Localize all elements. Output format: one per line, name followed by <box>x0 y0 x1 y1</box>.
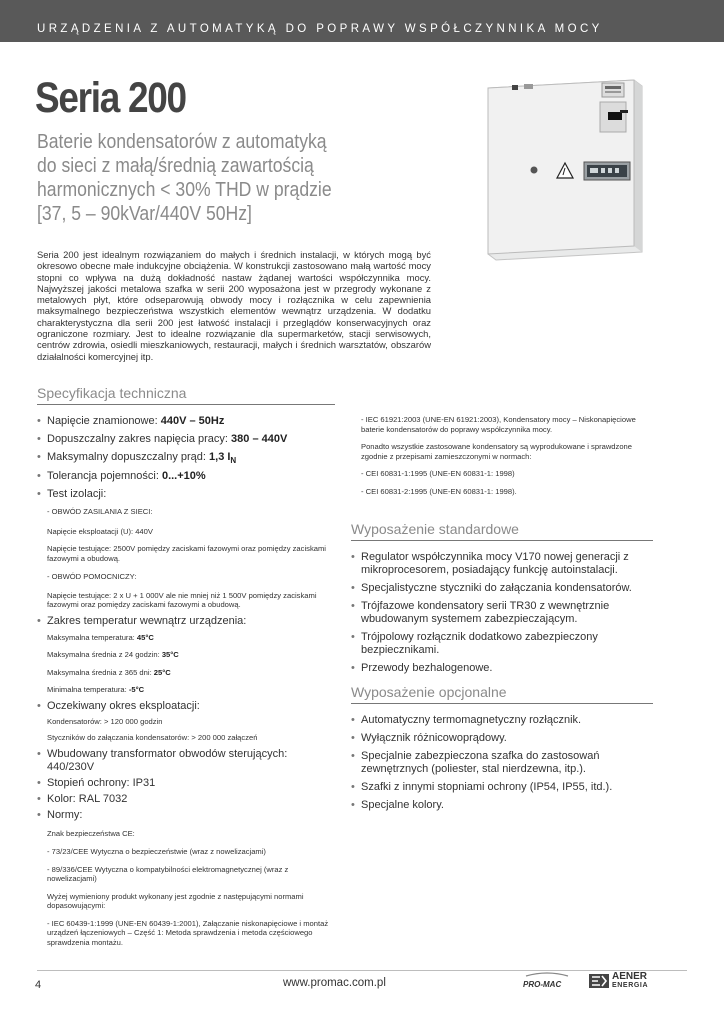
spec-cei-1: - CEI 60831-1:1995 (UNE-EN 60831-1: 1998) <box>361 469 515 478</box>
list-item: • Specjalne kolory. <box>351 799 653 812</box>
optional-equipment-heading: Wyposażenie opcjonalne <box>351 684 507 700</box>
list-item: • Trójpolowy rozłącznik dodatkowo zabezpieczony bezpiecznikami. <box>351 631 653 657</box>
promac-logo <box>520 972 574 994</box>
optional-equipment-list <box>351 714 653 812</box>
product-subtitle <box>37 130 354 226</box>
spec-voltage-range: • Dopuszczalny zakres napięcia pracy: 380 – 440V <box>37 433 335 446</box>
spec-aux-circuit: - OBWÓD POMOCNICZY: <box>47 572 137 582</box>
list-item: • Wyłącznik różnicowoprądowy. <box>351 732 653 745</box>
capacitor-cabinet-image <box>474 74 664 264</box>
list-item: • Specjalistyczne styczniki do załączania kondensatorów. <box>351 582 653 595</box>
spec-current: • Maksymalny dopuszczalny prąd: 1,3 $I_N$ <box>37 451 335 467</box>
optional-equipment-divider <box>351 703 653 704</box>
product-description: Seria 200 jest idealnym rozwiązaniem do małych i średnich instalacji, w których mogą być okresowo obecne małe indukcyjne obciążenia. W konstrukcji zastosowano małą wartość mocy stopni co wpływa na dużą dokładność nastaw żądanej wartości współczynnika mocy. Najwyższej jakości metalowa szafka w serii 200 wyposażona jest w przegrody wykonane z metalowych płyt, które odseparowują obwody mocy i rozłącznika w celu zapewnienia maksymalnego bezpieczeństwa wszystkich elementów wewnątrz urządzenia. W dodatku charakterystyczna dla serii 200 jest łatwość instalacji i przeglądów konserwacyjnych oraz ograniczone rozmiary. Jest to idealne rozwiązanie dla supermarketów, stacji serwisowych, centrów zdrowia, osiedli mieszkaniowych, restauracji, małych i średnich warsztatów, obszarów działalności komercyjnej itp. <box>37 249 431 362</box>
spec-test-voltage-2: Napięcie testujące: 2 x U + 1 000V ale nie mniej niż 1 500V pomiędzy zaciskami fazowymi oraz pomiędzy zaciskami fazowymi a obudową. <box>47 590 317 610</box>
spec-lifetime-capacitors: Kondensatorów: > 120 000 godzin <box>47 716 163 726</box>
spec-directive-1: - 73/23/CEE Wytyczna o bezpieczeństwie (wraz z nowelizacjami) <box>47 847 266 857</box>
spec-iec-61921: - IEC 61921:2003 (UNE-EN 61921:2003), Kondensatory mocy – Niskonapięciowe baterie kondensatorów do poprawy współczynnika mocy. <box>361 415 636 434</box>
spec-ce-mark: Znak bezpieczeństwa CE: <box>47 828 135 838</box>
spec-max-temp: Maksymalna temperatura: 45°C <box>47 632 154 642</box>
list-item: • Przewody bezhalogenowe. <box>351 662 653 675</box>
spec-avg365: Maksymalna średnia z 365 dni: 25°C <box>47 667 171 677</box>
subtitle-line: harmonicznych < 30% THD w prądzie <box>37 179 332 201</box>
spec-directive-2: - 89/336/CEE Wytyczna o kompatybilności elektromagnetycznej (wraz z nowelizacjami) <box>47 864 289 884</box>
spec-transformer: • Wbudowany transformator obwodów sterujących: 440/230V <box>37 748 297 774</box>
list-item: • Trójfazowe kondensatory serii TR30 z wewnętrznie wbudowanym systemem zabezpieczającym. <box>351 600 653 626</box>
list-item: • Regulator współczynnika mocy V170 nowej generacji z mikroprocesorem, posiadający funkcję autoinstalacji. <box>351 551 653 577</box>
spec-min-temp: Minimalna temperatura: -5°C <box>47 685 145 695</box>
standard-equipment-heading: Wyposażenie standardowe <box>351 521 519 537</box>
spec-capacitors-note: Ponadto wszystkie zastosowane kondensatory są wyprodukowane i sprawdzone zgodnie z przepisami zamieszczonymi w normach: <box>361 442 632 461</box>
spec-column-continued <box>351 415 651 496</box>
spec-column <box>37 415 335 947</box>
svg-text:PRO-MAC: PRO-MAC <box>523 980 562 989</box>
spec-norms: • Normy: <box>37 809 335 822</box>
list-item: • Szafki z innymi stopniami ochrony (IP54, IP55, itd.). <box>351 781 653 794</box>
header-bar <box>0 0 724 42</box>
category-title: URZĄDZENIA Z AUTOMATYKĄ DO POPRAWY WSPÓŁCZYNNIKA MOCY <box>37 23 603 35</box>
list-item: • Specjalnie zabezpieczona szafka do zastosowań zewnętrznych (poliester, stal nierdzewna, itp.). <box>351 750 653 776</box>
spec-operating-voltage: Napięcie eksploatacji (U): 440V <box>47 526 153 536</box>
spec-temp-range: • Zakres temperatur wewnątrz urządzenia: <box>37 615 335 628</box>
spec-voltage: • Napięcie znamionowe: 440V – 50Hz <box>37 415 335 428</box>
subtitle-line: Baterie kondensatorów z automatyką <box>37 131 327 153</box>
spec-supply-circuit: - OBWÓD ZASILANIA Z SIECI: <box>47 507 153 517</box>
website-link[interactable]: www.promac.com.pl <box>283 977 386 989</box>
spec-lifetime-contactors: Styczników do załączania kondensatorów: > 200 000 załączeń <box>47 733 258 743</box>
spec-color: • Kolor: RAL 7032 <box>37 793 335 806</box>
spec-tolerance: • Tolerancja pojemności: 0...+10% <box>37 470 335 483</box>
spec-protection: • Stopień ochrony: IP31 <box>37 777 335 790</box>
spec-heading: Specyfikacja techniczna <box>37 385 187 401</box>
spec-test-voltage-1: Napięcie testujące: 2500V pomiędzy zaciskami fazowymi oraz pomiędzy zaciskami fazowymi a obudową. <box>47 544 326 563</box>
list-item: • Automatyczny termomagnetyczny rozłącznik. <box>351 714 653 727</box>
spec-cei-2: - CEI 60831-2:1995 (UNE-EN 60831-1: 1998). <box>361 486 517 496</box>
subtitle-line: [37, 5 – 90kVar/440V 50Hz] <box>37 203 252 225</box>
spec-conformity-note: Wyżej wymieniony produkt wykonany jest zgodnie z następującymi normami dopasowującymi: <box>47 891 304 911</box>
spec-avg24: Maksymalna średnia z 24 godzin: 35°C <box>47 650 179 660</box>
aener-logo-text: AENER ENERGIA <box>612 971 649 989</box>
spec-divider <box>37 404 335 405</box>
spec-iec-60439: - IEC 60439-1:1999 (UNE-EN 60439-1:2001), Załączanie niskonapięciowe i montaż urządzeń łączeniowych – Część 1: Metoda sprawdzenia i metoda częściowego sprawdzenia montażu. <box>47 918 329 947</box>
aener-logo-icon <box>588 971 610 991</box>
series-title: Seria 200 <box>35 74 186 122</box>
subtitle-line: do sieci z małą/średnią zawartością <box>37 155 314 177</box>
page-number: 4 <box>35 979 42 991</box>
spec-insulation: • Test izolacji: <box>37 488 335 501</box>
standard-equipment-list <box>351 551 653 675</box>
standard-equipment-divider <box>351 540 653 541</box>
spec-lifetime: • Oczekiwany okres eksploatacji: <box>37 700 335 713</box>
